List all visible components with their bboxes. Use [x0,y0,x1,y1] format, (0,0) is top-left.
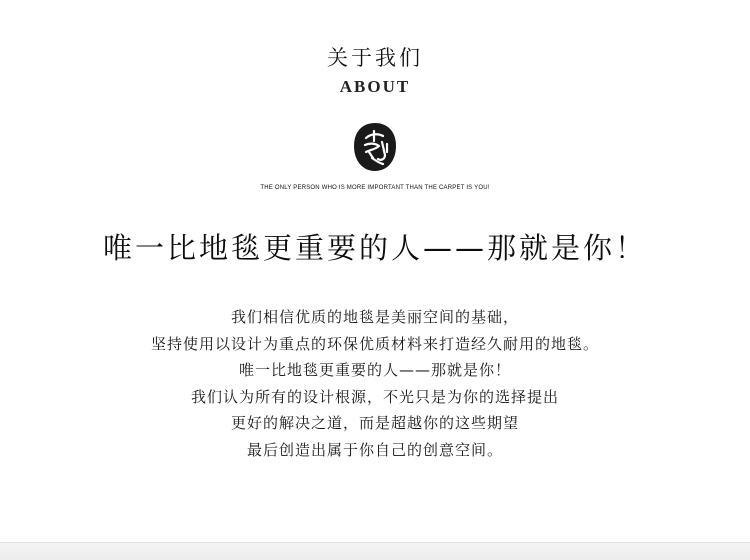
section-title-cn: 关于我们 [327,46,423,70]
body-line: 坚持使用以设计为重点的环保优质材料来打造经久耐用的地毯。 [150,334,599,353]
body-line: 我们相信优质的地毯是美丽空间的基础， [230,308,519,326]
bottom-divider [0,542,750,560]
about-body [0,304,750,463]
brand-seal-icon [352,122,398,172]
body-line: 更好的解决之道，而是超越你的这些期望 [230,414,519,432]
tagline-english: THE ONLY PERSON WHO IS MORE IMPORTANT THAN THE CARPET IS YOU! [260,185,490,191]
body-line: 最后创造出属于你自己的创意空间。 [246,440,503,459]
body-line: 唯一比地毯更重要的人——那就是你！ [238,361,511,379]
main-headline: 唯一比地毯更重要的人——那就是你！ [102,231,647,265]
section-title-en: ABOUT [339,77,411,96]
body-line: 我们认为所有的设计根源，不光只是为你的选择提出 [190,387,559,406]
